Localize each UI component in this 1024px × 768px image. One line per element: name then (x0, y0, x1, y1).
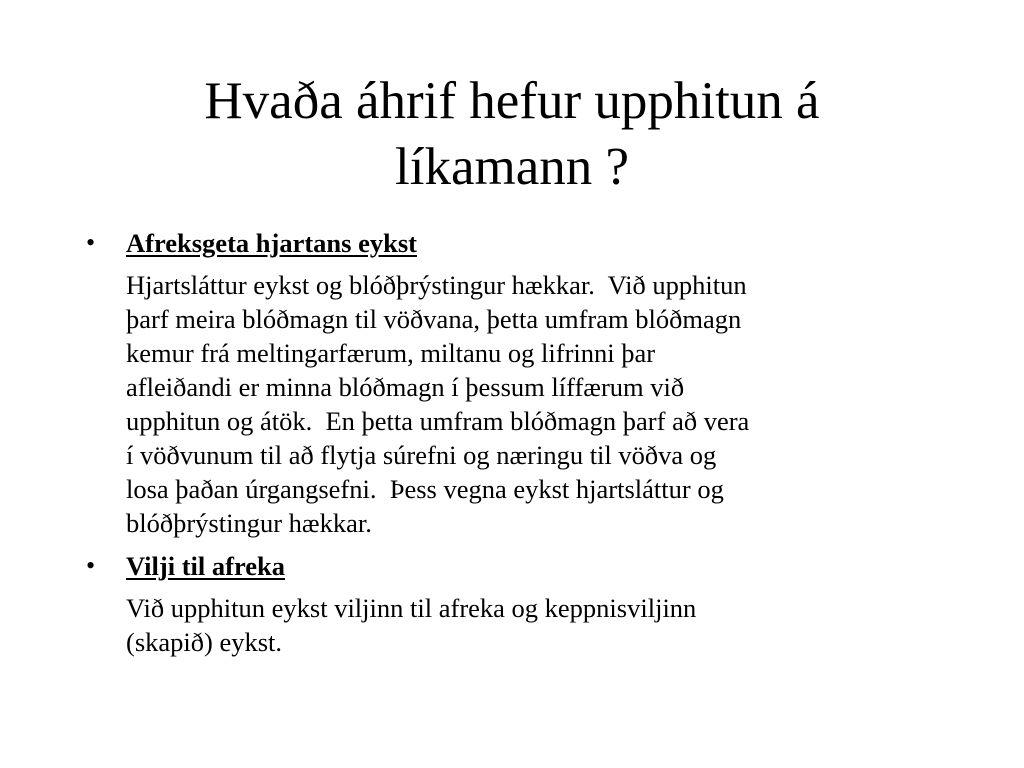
slide-title-line-1: Hvaða áhrif hefur upphitun á (204, 72, 820, 130)
slide-body (86, 226, 946, 659)
bullet-item-afreksgeta (86, 226, 946, 540)
bullet-heading: Vilji til afreka (126, 551, 285, 581)
bullet-item-vilji (86, 549, 946, 659)
bullet-marker: • (86, 551, 96, 580)
bullet-paragraph: Hjartsláttur eykst og blóðþrýstingur hækkar. Við upphitun þarf meira blóðmagn til vöðvana, þetta umfram blóðmagn kemur frá meltingarfærum, miltanu og lifrinni þar afleiðandi er minna blóðmagn í þessum líffærum við upphitun og átök. En þetta umfram blóðmagn þarf að vera í vöðvunum til að flytja súrefni og næringu til vöðva og losa þaðan úrgangsefni. Þess vegna eykst hjartsláttur og blóðþrýstingur hækkar. (126, 270, 750, 538)
bullet-heading: Afreksgeta hjartans eykst (126, 228, 417, 258)
slide-title-line-2: líkamann ? (395, 138, 629, 196)
slide-title (0, 68, 1024, 200)
bullet-marker: • (86, 228, 96, 257)
bullet-paragraph: Við upphitun eykst viljinn til afreka og keppnisviljinn (skapið) eykst. (126, 593, 697, 657)
